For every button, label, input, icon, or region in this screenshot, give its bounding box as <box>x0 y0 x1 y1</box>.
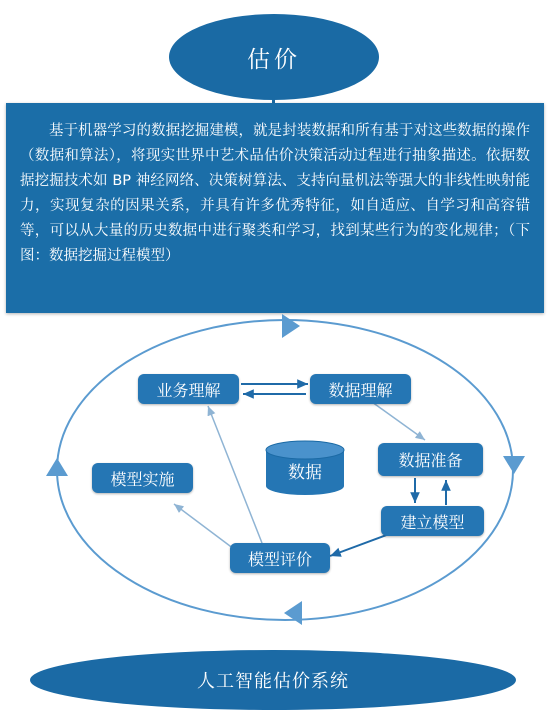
cycle-arrow-bottom <box>284 601 302 625</box>
cycle-arrow-left <box>46 458 68 476</box>
node-data-understanding: 数据理解 <box>310 374 411 404</box>
footer-ellipse <box>30 650 516 710</box>
node-model-evaluation: 模型评价 <box>230 543 330 573</box>
node-data-preparation: 数据准备 <box>378 443 483 476</box>
database-label: 数据 <box>288 463 322 483</box>
arrow-eval-to-deploy <box>174 504 238 552</box>
cycle-arrow-top <box>282 314 300 338</box>
node-business-understanding: 业务理解 <box>138 374 239 404</box>
arrow-datau-to-prep <box>372 402 425 440</box>
cycle-arrow-right <box>503 456 525 474</box>
footer-title: 人工智能估价系统 <box>197 671 349 692</box>
page-title: 估价 <box>247 46 301 73</box>
arrow-eval-to-business <box>208 406 262 543</box>
node-model-deployment: 模型实施 <box>92 463 193 493</box>
description-text: 基于机器学习的数据挖掘建模，就是封装数据和所有基于对这些数据的操作（数据和算法），将现实世界中艺术品估价决策活动过程进行抽象描述。依据数据挖掘技术如 BP 神经网络、决策树算法、支持向量机法等强大的非线性映射能力，实现复杂的因果关系，并具有许多优秀特征，如自适应、自学习和高容错等，可以从大量的历史数据中进行聚类和学习，找到某些行为的变化规律；（下图：数据挖掘过程模型） <box>20 123 530 264</box>
node-build-model: 建立模型 <box>381 506 484 536</box>
